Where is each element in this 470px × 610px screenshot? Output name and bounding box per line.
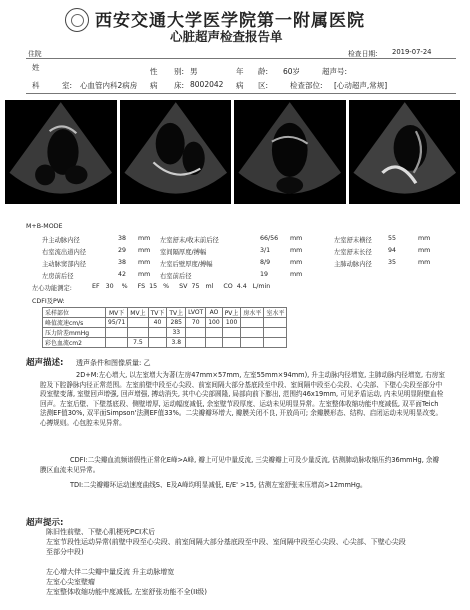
lv-function-label: 左心功能测定: [32,285,72,292]
ward-label: 病 [236,81,244,90]
cdfi-table [42,307,287,348]
part-label: 检查部位: [290,81,323,90]
table-row [43,328,287,338]
conclusion-line: 左室心尖室壁瘤 [46,578,95,586]
bed-label-2: 床: [174,81,185,90]
mmode-l-label: 左房前后径 [42,273,74,280]
mmode-m-unit: mm [290,235,303,242]
row-label: 峰值流速cm/s [43,318,106,328]
mmode-r-label: 左室舒末长径 [334,249,372,256]
mmode-r-unit: mm [418,259,431,266]
mmode-l-unit: mm [138,235,151,242]
mmode-m-label: 左室舒末/收末前后径 [160,237,219,244]
ultrasound-image-strip [5,100,460,204]
table-cell [106,328,128,338]
table-header-cell: TV上 [167,308,186,318]
mmode-l-unit: mm [138,259,151,266]
mmode-m-value: 66/56 [260,235,279,242]
table-cell [148,328,167,338]
conclusion-line: 左心增大伴二尖瓣中量反流 升主动脉增宽 [46,568,175,576]
mmode-m-label: 左室后壁厚度/搏幅 [160,261,213,268]
description-tdi-paragraph: TDI:二尖瓣瓣环运动速度曲线S、E及A峰均明显减低, E/E' >15, 估测左室舒张末压增高>12mmHg。 [70,481,367,489]
table-cell: 100 [222,318,241,328]
mmode-m-value: 8/9 [260,259,271,266]
mmode-r-value: 94 [388,247,397,254]
table-cell [128,328,148,338]
mmode-l-unit: mm [138,271,151,278]
table-header-cell: PV上 [222,308,241,318]
table-row [43,318,287,328]
table-cell [241,328,264,338]
cdfi-title: CDFI及PW: [32,298,65,305]
table-cell: 95/71 [106,318,128,328]
mmode-m-unit: mm [290,247,303,254]
echo-image-4 [349,100,461,204]
dept-label: 科 [32,81,40,90]
table-header-cell: TV下 [148,308,167,318]
table-cell [264,318,287,328]
mmode-l-label: 主动脉窦部内径 [42,261,87,268]
image-quality: 透声条件和图像质量: 乙 [76,359,151,367]
age-value: 60岁 [283,67,301,76]
table-cell [106,338,128,348]
ward-type: 住院 [28,50,42,58]
hospital-logo-icon [65,8,89,32]
description-2d-paragraph: 2D+M:左心增大, 以左室增大为著(左房47mm×57mm, 左室55mm×94mm), 升主动脉内径增宽, 主肺动脉内径增宽, 右房室腔及下腔静脉内径正常范围。左室前壁中段至心尖段、前室间隔大部分基底段至中段、室间隔中段至心尖段、心尖部、下壁心尖段至部分中段室壁变薄, 室壁回声增强, 回声增强, 搏动消失, 其中心尖部圆隆, 局部向前下膨出, 范围约46x19mm, 可见矛盾运动, 内未见明显附壁血栓回声。左室后壁、下壁基底段、侧壁增厚, 运动幅度减低, 余室壁节段厚度、运动未见明显异常。左室整体收缩功能中度减低, 双平面Teich法测EF值30%, 双平面Simpson'法测EF值33%。二尖瓣瓣环增大, 瓣膜关闭不良, 开放尚可; 余瓣膜形态、结构、启闭运动未见明显改变。心搏规则。心包腔未见异常。 [40,371,445,427]
mmode-r-unit: mm [418,235,431,242]
table-cell [206,328,222,338]
check-date: 2019-07-24 [392,48,432,56]
hospital-name: 西安交通大学医学院第一附属医院 [95,11,365,31]
table-cell: 285 [167,318,186,328]
lv-function-values: EF 30 % FS 15 % SV 75 ml CO 4.4 L/min [92,283,271,290]
bed-value: 8002042 [190,80,224,89]
conclusion-heading: 超声提示: [26,518,64,528]
echo-image-1 [5,100,117,204]
mmode-l-unit: mm [138,247,151,254]
table-cell [148,338,167,348]
table-header-cell: MV下 [106,308,128,318]
table-cell: 3.8 [167,338,186,348]
description-heading: 超声描述: [26,358,64,368]
dept-value: 心血管内科2病房 [80,81,138,90]
conclusion-line: 左室节段性运动异常(前壁中段至心尖段、前室间隔大部分基底段至中段、室间隔中段至心尖段、心尖部、下壁心尖段至部分中段) [46,538,406,556]
table-cell [206,338,222,348]
mmode-m-unit: mm [290,271,303,278]
mmode-m-value: 3/1 [260,247,271,254]
table-cell [241,318,264,328]
table-cell [241,338,264,348]
sex-label-2: 别: [174,67,185,76]
mmode-r-label: 主肺动脉内径 [334,261,372,268]
row-label: 压力阶差mmHg [43,328,106,338]
mmode-r-value: 35 [388,259,397,266]
sex-value: 男 [190,67,198,76]
description-cdfi-paragraph: CDFI:二尖瓣血流频谱假性正常化E峰>A峰, 瓣上可见中量反流, 三尖瓣瓣上可及少量反流, 估测肺动脉收缩压约36mmHg, 余瓣膜区血流未见异常。 [40,456,440,474]
table-cell [222,328,241,338]
check-date-label: 检查日期: [348,50,378,58]
table-header-cell: MV上 [128,308,148,318]
exam-no-label: 超声号: [322,67,348,76]
sex-label: 性 [150,67,158,76]
mmode-r-unit: mm [418,247,431,254]
table-row [43,338,287,348]
row-label: 彩色血流cm2 [43,338,106,348]
dept-label-2: 室: [62,81,73,90]
table-header-cell: 房水平 [241,308,264,318]
table-cell [264,328,287,338]
mmode-m-label: 右室前后径 [160,273,192,280]
part-value: [心动超声,常规] [334,81,388,90]
table-header-cell: 室水平 [264,308,287,318]
age-label-2: 龄: [258,67,269,76]
table-cell: 7.5 [128,338,148,348]
table-header-cell: LVOT [186,308,206,318]
header-divider [26,58,456,59]
mmode-l-value: 38 [118,235,127,242]
conclusion-line: 陈旧性前壁、下壁心肌梗死PCI术后 [46,528,156,536]
name-label: 姓 [32,63,40,72]
table-cell [186,338,206,348]
table-cell: 100 [206,318,222,328]
mmode-l-label: 升主动脉内径 [42,237,80,244]
mmode-m-unit: mm [290,259,303,266]
mmode-r-label: 左室舒末横径 [334,237,372,244]
table-cell [128,318,148,328]
mmode-m-label: 室间隔厚度/搏幅 [160,249,207,256]
mmode-l-value: 29 [118,247,127,254]
table-header-cell: AO [206,308,222,318]
conclusion-line: 左室整体收缩功能中度减低, 左室舒张功能不全(II级) [46,588,208,596]
mmode-l-value: 38 [118,259,127,266]
report-title: 心脏超声检查报告单 [170,29,283,44]
age-label: 年 [236,67,244,76]
mmode-m-value: 19 [260,271,269,278]
mmode-title: M+B-MODE [26,223,63,230]
patient-divider [26,93,456,94]
echo-image-3 [234,100,346,204]
table-header-cell: 采样部位 [43,308,106,318]
bed-label: 病 [150,81,158,90]
table-cell [186,328,206,338]
table-cell [264,338,287,348]
table-cell: 40 [148,318,167,328]
table-cell [222,338,241,348]
ward-label-2: 区: [258,81,269,90]
table-header-row [43,308,287,318]
table-cell: 70 [186,318,206,328]
table-cell: 33 [167,328,186,338]
mmode-l-label: 右室流出道内径 [42,249,87,256]
mmode-r-value: 55 [388,235,397,242]
mmode-l-value: 42 [118,271,127,278]
echo-image-2 [120,100,232,204]
